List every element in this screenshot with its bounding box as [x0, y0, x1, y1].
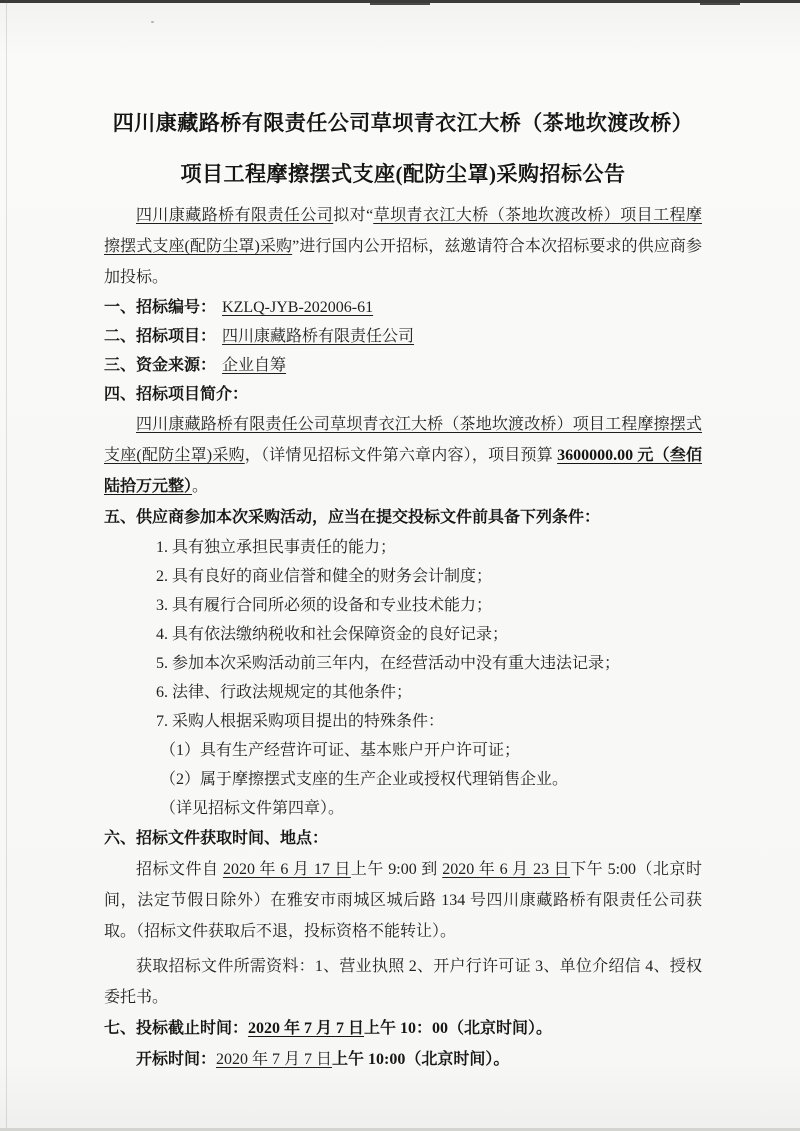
bid-opening-label: 开标时间：: [136, 1051, 217, 1068]
condition-item-1: 1. 具有独立承担民事责任的能力；: [156, 539, 397, 556]
condition-sub-item-1: （1）具有生产经营许可证、基本账户开户许可证；: [160, 742, 521, 759]
title-line-2: 项目工程摩擦摆式支座(配防尘罩)采购招标公告: [180, 162, 626, 186]
field-funding-source: [104, 351, 702, 380]
section4-project: 四川康藏路桥有限责任公司草坝青衣江大桥（茶地坎渡改桥）项目工程摩擦摆式支座(配防尘罩)采购: [104, 416, 702, 464]
field-tender-project: [104, 322, 702, 351]
intro-project: 草坝青衣江大桥（茶地坎渡改桥）项目工程摩擦摆式支座(配防尘罩)采购: [104, 207, 702, 255]
intro-tail: ”进行国内公开招标，兹邀请符合本次招标要求的供应商参加投标。: [104, 238, 702, 286]
field-tender-number-value: KZLQ-JYB-202006-61: [222, 299, 374, 316]
section6-paragraph-1: [104, 854, 702, 947]
condition-item-4: 4. 具有依法缴纳税收和社会保障资金的良好记录；: [156, 626, 509, 643]
section6-date-end: 2020 年 6 月 23 日: [442, 861, 571, 878]
condition-item-7: 7. 采购人根据采购项目提出的特殊条件：: [156, 713, 445, 730]
scan-edge-notch: [700, 3, 740, 5]
field-tender-project-value: 四川康藏路桥有限责任公司: [222, 328, 415, 345]
field-funding-source-value: 企业自筹: [222, 357, 287, 374]
bid-opening-tail: 上午 10:00（北京时间）。: [332, 1051, 510, 1068]
condition-item-2: 2. 具有良好的商业信誉和健全的财务会计制度；: [156, 568, 493, 585]
intro-paragraph: [104, 200, 702, 293]
bid-deadline-tail: 上午 10：00（北京时间）。: [364, 1020, 553, 1037]
document-title: [104, 98, 702, 200]
section6-lead: 招标文件自: [136, 861, 223, 878]
bid-deadline-label: 七、投标截止时间：: [104, 1020, 249, 1037]
bid-deadline-date: 2020 年 7 月 7 日: [248, 1020, 365, 1037]
field-funding-source-label: 三、资金来源：: [104, 357, 217, 374]
field-tender-number: [104, 293, 702, 322]
section4-budget: 3600000.00 元（叁佰陆拾万元整）: [104, 447, 702, 495]
condition-item-5: 5. 参加本次采购活动前三年内，在经营活动中没有重大违法记录；: [156, 655, 621, 672]
bid-opening-line: [104, 1044, 702, 1075]
condition-item-3: 3. 具有履行合同所必须的设备和专业技术能力；: [156, 597, 493, 614]
intro-company: 四川康藏路桥有限责任公司: [136, 207, 334, 224]
scan-edge-notch: [370, 3, 430, 5]
scan-speck: [151, 21, 154, 23]
intro-mid: 拟对“: [333, 207, 374, 224]
section6-heading: 六、招标文件获取时间、地点：: [104, 830, 329, 847]
bid-deadline-line: [104, 1013, 702, 1044]
condition-item-6: 6. 法律、行政法规规定的其他条件；: [156, 684, 413, 701]
section6-mid: 上午 9:00 到: [350, 861, 443, 878]
section4-mid: ，（详情见招标文件第六章内容），项目预算: [244, 447, 558, 464]
document-content: [104, 98, 702, 1075]
section4-heading: 四、招标项目简介：: [104, 386, 249, 403]
section6-tail: 下午 5:00（北京时间，法定节假日除外）在雅安市雨城区城后路 134 号四川康藏路桥有限责任公司获取。（招标文件获取后不退，投标资格不能转让）。: [104, 861, 702, 940]
field-tender-number-label: 一、招标编号：: [104, 299, 217, 316]
field-tender-project-label: 二、招标项目：: [104, 328, 217, 345]
bid-opening-date: 2020 年 7 月 7 日: [216, 1051, 333, 1068]
condition-sub-item-note: （详见招标文件第四章）。: [160, 800, 345, 817]
section4-paragraph: [104, 409, 702, 502]
section6-paragraph-2: 获取招标文件所需资料：1、营业执照 2、开户行许可证 3、单位介绍信 4、授权委托书。: [104, 958, 702, 1006]
scan-edge-left: [6, 0, 7, 1131]
section5-heading: 五、供应商参加本次采购活动，应当在提交投标文件前具备下列条件：: [104, 509, 601, 526]
section6-date-start: 2020 年 6 月 17 日: [222, 861, 351, 878]
condition-sub-item-2: （2）属于摩擦摆式支座的生产企业或授权代理销售企业。: [160, 771, 569, 788]
section4-tail: 。: [192, 478, 209, 495]
title-line-1: 四川康藏路桥有限责任公司草坝青衣江大桥（茶地坎渡改桥）: [112, 111, 694, 135]
